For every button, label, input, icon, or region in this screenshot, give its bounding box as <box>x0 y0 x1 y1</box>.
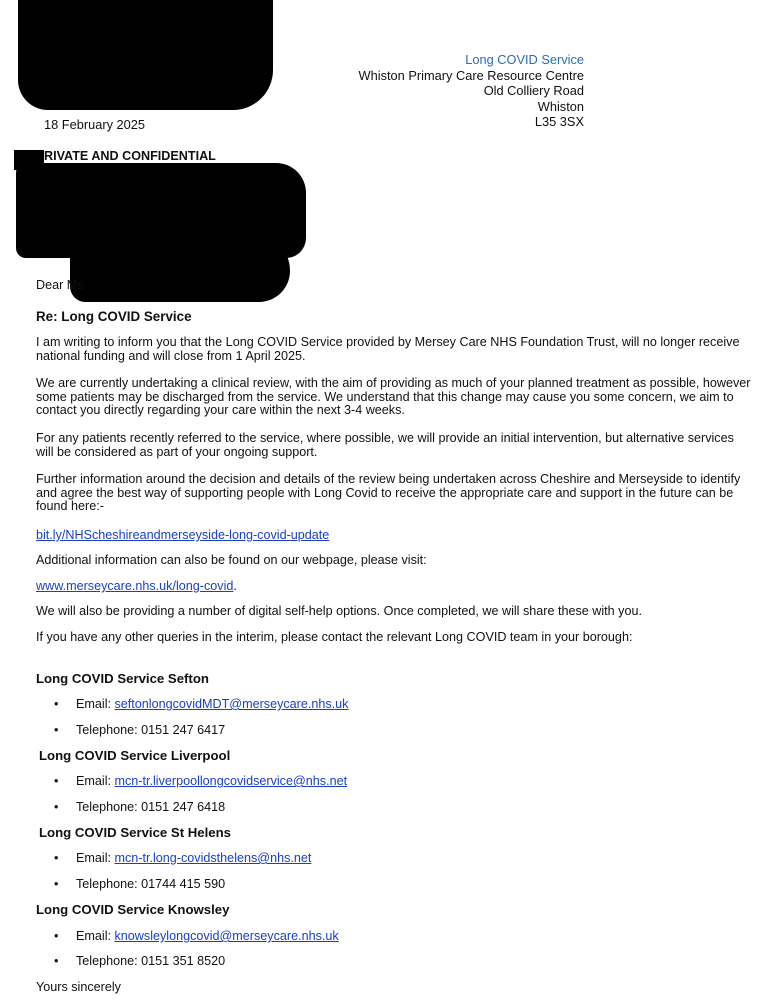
subject-line: Re: Long COVID Service <box>36 309 192 324</box>
team-sefton-email <box>54 697 348 711</box>
team-knowsley-email <box>54 929 339 943</box>
bullet-icon: • <box>54 851 59 865</box>
sender-address-line1: Whiston Primary Care Resource Centre <box>358 67 584 83</box>
team-st-helens-email <box>54 851 311 865</box>
letter-date: 18 February 2025 <box>44 117 146 132</box>
webpage-link-line <box>36 580 751 594</box>
team-heading-st-helens: Long COVID Service St Helens <box>39 825 232 840</box>
queries-info: If you have any other queries in the interim, please contact the relevant Long COVID team in your borough: <box>36 630 633 644</box>
sender-address <box>359 52 584 130</box>
team-liverpool-telephone <box>54 800 225 814</box>
redaction-recipient-lower <box>70 232 290 302</box>
team-liverpool-email <box>54 774 347 788</box>
bullet-icon: • <box>54 697 59 711</box>
team-heading-liverpool: Long COVID Service Liverpool <box>39 748 231 763</box>
telephone-text: Telephone: 0151 351 8520 <box>76 954 226 968</box>
team-liverpool-email-link[interactable]: mcn-tr.liverpoollongcovidservice@nhs.net <box>114 774 348 788</box>
sender-service-name: Long COVID Service <box>465 52 584 67</box>
closing: Yours sincerely <box>36 980 121 994</box>
email-label: Email: <box>76 697 115 711</box>
webpage-link-suffix: . <box>233 579 237 593</box>
bullet-icon: • <box>54 929 59 943</box>
telephone-text: Telephone: 0151 247 6417 <box>76 723 226 737</box>
team-sefton-telephone <box>54 723 225 737</box>
team-knowsley-email-link[interactable]: knowsleylongcovid@merseycare.nhs.uk <box>114 929 339 943</box>
update-link-line <box>36 529 751 543</box>
team-st-helens-email-link[interactable]: mcn-tr.long-covidsthelens@nhs.net <box>114 851 312 865</box>
email-label: Email: <box>76 851 115 865</box>
paragraph-2: We are currently undertaking a clinical review, with the aim of providing as much of your planned treatment as possible, however some patients may be discharged from the service. We understand that this change may cause you some concern, we aim to contact you directly regarding your care within the next 3-4 weeks. <box>36 376 751 418</box>
team-heading-knowsley: Long COVID Service Knowsley <box>36 902 230 917</box>
webpage-link[interactable]: www.merseycare.nhs.uk/long-covid <box>36 579 234 593</box>
self-help-info: We will also be providing a number of digital self-help options. Once completed, we will share these with you. <box>36 604 642 618</box>
sender-address-line3: Whiston <box>537 98 584 114</box>
paragraph-3: For any patients recently referred to the service, where possible, we will provide an initial intervention, but alternative services will be considered as part of your ongoing support. <box>36 431 734 459</box>
email-label: Email: <box>76 774 115 788</box>
telephone-text: Telephone: 0151 247 6418 <box>76 800 226 814</box>
update-link[interactable]: bit.ly/NHScheshireandmerseyside-long-covid-update <box>36 528 330 542</box>
email-label: Email: <box>76 929 115 943</box>
telephone-text: Telephone: 01744 415 590 <box>76 877 226 891</box>
redaction-logo <box>18 0 273 110</box>
team-sefton-email-link[interactable]: seftonlongcovidMDT@merseycare.nhs.uk <box>114 697 349 711</box>
paragraph-4: Further information around the decision and details of the review being undertaken across Cheshire and Merseyside to identify and agree the best way of supporting people with Long Covid to receive the appropriate care and support in the future can be found here:- <box>36 472 741 514</box>
bullet-icon: • <box>54 774 59 788</box>
team-knowsley-telephone <box>54 954 225 968</box>
bullet-icon: • <box>54 954 59 968</box>
team-st-helens-telephone <box>54 877 225 891</box>
bullet-icon: • <box>54 723 59 737</box>
bullet-icon: • <box>54 800 59 814</box>
additional-info: Additional information can also be found on our webpage, please visit: <box>36 553 427 567</box>
bullet-icon: • <box>54 877 59 891</box>
paragraph-1: I am writing to inform you that the Long COVID Service provided by Mersey Care NHS Foundation Trust, will no longer receive national funding and will close from 1 April 2025. <box>36 335 740 363</box>
sender-postcode: L35 3SX <box>534 114 584 130</box>
team-heading-sefton: Long COVID Service Sefton <box>36 671 209 686</box>
private-confidential-heading: RIVATE AND CONFIDENTIAL <box>44 149 216 163</box>
salutation: Dear Ms <box>36 278 84 292</box>
sender-address-line2: Old Colliery Road <box>483 83 584 99</box>
